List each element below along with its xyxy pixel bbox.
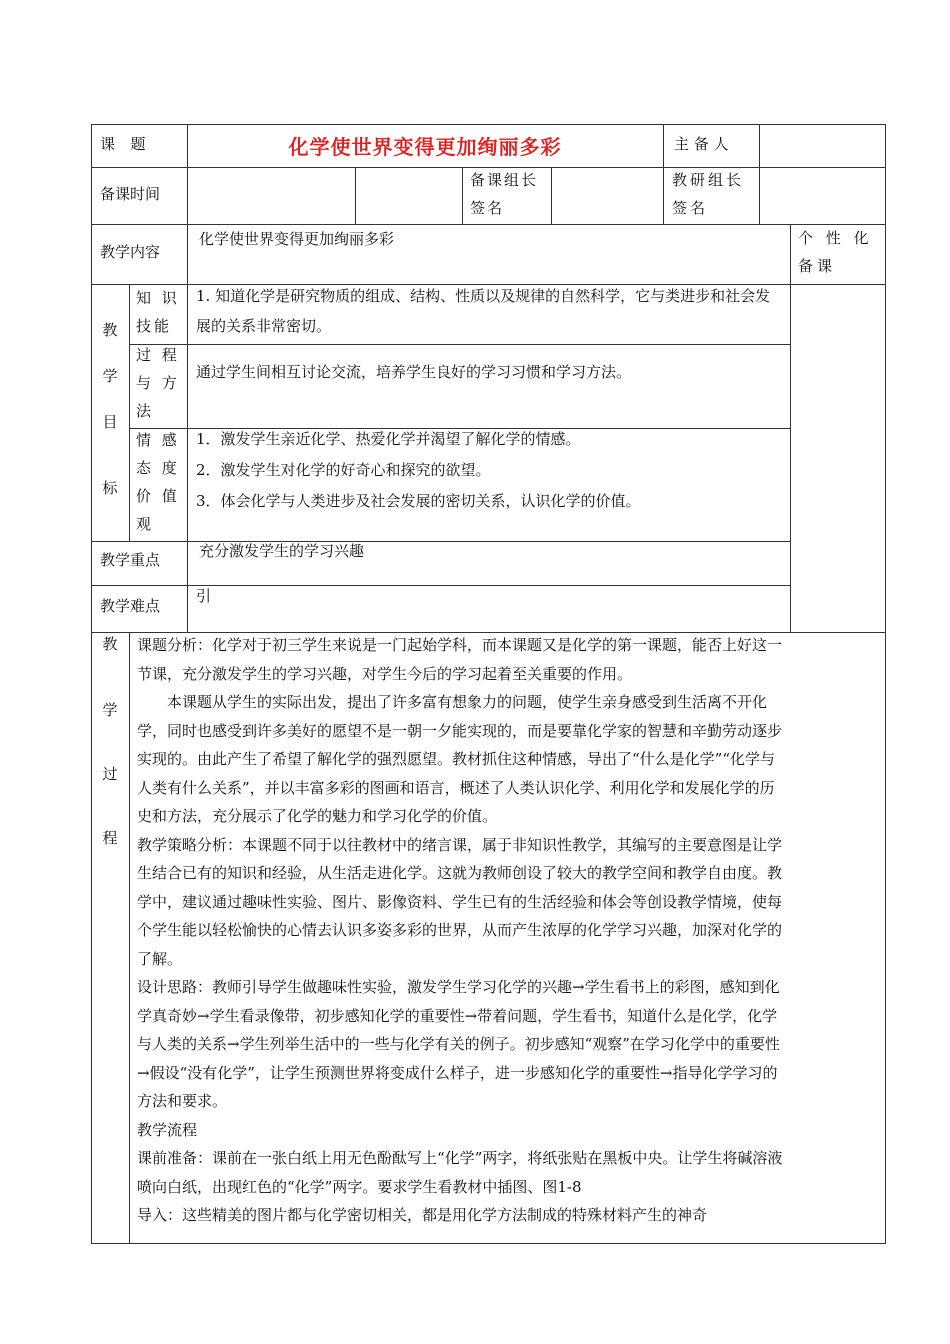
- topic-label: 课 题: [100, 135, 148, 153]
- process-label-char: 过: [102, 765, 118, 783]
- personal-prep-label: 个 性 化 备课: [798, 229, 873, 275]
- process-paragraph: 导入：这些精美的图片都与化学密切相关，都是用化学方法制成的特殊材料产生的神奇: [137, 1206, 708, 1224]
- grid-line: [551, 167, 552, 224]
- emotion-item: 3．体会化学与人类进步及社会发展的密切关系，认识化学的价值。: [196, 492, 641, 510]
- emotion-item: 2．激发学生对化学的好奇心和探究的欲望。: [196, 461, 491, 479]
- difficulty-value: 引: [196, 587, 212, 605]
- process-paragraph: 教学策略分析：本课题不同于以往教材中的绪言课，属于非知识性教学，其编写的主要意图是让学生结合已有的知识和经验，从生活走进化学。这就为教师创设了较大的教学空间和教学自由度。教学中，建议通过趣味性实验、图片、影像资料、学生已有的生活经验和体会等创设教学情境，使每个学生能以轻松愉快的心情去认识多姿多彩的世界，从而产生浓厚的化学学习兴趣，加深对化学的了解。: [137, 835, 783, 968]
- process-method-text: 通过学生间相互讨论交流，培养学生良好的学习习惯和学习方法。: [196, 363, 632, 381]
- knowledge-text: 1. 知道化学是研究物质的组成、结构、性质以及规律的自然科学，它与类进步和社会发展的关系非常密切。: [196, 287, 771, 335]
- process-paragraph: 本课题从学生的实际出发，提出了许多富有想象力的问题，使学生亲身感受到生活离不开化学，同时也感受到许多美好的愿望不是一朝一夕能实现的，而是要靠化学家的智慧和辛勤劳动逐步实现的。由此产生了希望了解化学的强烈愿望。教材抓住这种情感，导出了“什么是化学”“化学与人类有什么关系”，并以丰富多彩的图画和语言，概述了人类认识化学、利用化学和发展化学的历史和方法，充分展示了化学的魅力和学习化学的价值。: [137, 693, 783, 825]
- content-value: 化学使世界变得更加绚丽多彩: [199, 230, 395, 248]
- grid-line: [355, 167, 356, 224]
- topic-title: 化学使世界变得更加绚丽多彩: [288, 135, 562, 159]
- goals-label-char: 目: [102, 413, 118, 431]
- process-paragraph: 教学流程: [137, 1120, 198, 1139]
- difficulty-label: 教学难点: [100, 597, 161, 615]
- goals-label-char: 教: [102, 321, 118, 339]
- content-label: 教学内容: [100, 243, 161, 261]
- process-method-label: 过 程 与 方 法: [136, 346, 180, 420]
- grid-line: [91, 1243, 886, 1244]
- grid-line: [885, 124, 886, 1244]
- process-paragraph: 课题分析：化学对于初三学生来说是一门起始学科，而本课题又是化学的第一课题，能否上好这一节课，充分激发学生的学习兴趣，对学生今后的学习起着至关重要的作用。: [137, 636, 783, 683]
- research-leader-label: 教研组长签名: [672, 171, 745, 217]
- process-label-char: 程: [102, 829, 118, 847]
- goals-label-char: 学: [102, 367, 118, 385]
- process-label-char: 学: [102, 701, 118, 719]
- emotion-item: 1．激发学生亲近化学、热爱化学并渴望了解化学的情感。: [196, 430, 581, 448]
- key-point-label: 教学重点: [100, 551, 161, 569]
- grid-line: [187, 541, 188, 632]
- grid-line: [129, 284, 130, 541]
- emotion-label: 情 感 态 度 价 值 观: [136, 431, 180, 533]
- grid-line: [462, 167, 463, 224]
- group-leader-label: 备课组长签名: [470, 171, 539, 217]
- grid-line: [663, 124, 664, 224]
- grid-line: [129, 632, 130, 1243]
- grid-line: [759, 124, 760, 224]
- prep-time-label: 备课时间: [100, 185, 161, 203]
- grid-line: [187, 284, 188, 541]
- grid-line: [91, 124, 886, 125]
- knowledge-label: 知 识 技能: [136, 289, 180, 335]
- process-paragraph: 设计思路：教师引导学生做趣味性实验，激发学生学习化学的兴趣→学生看书上的彩图，感知到化学真奇妙→学生看录像带，初步感知化学的重要性→带着问题，学生看书，知道什么是化学，化学与人类的关系→学生列举生活中的一些与化学有关的例子。初步感知“观察”在学习化学中的重要性→假设“没有化学”，让学生预测世界将变成什么样子，进一步感知化学的重要性→指导化学学习的方法和要求。: [137, 978, 780, 1110]
- key-point-value: 充分激发学生的学习兴趣: [199, 542, 365, 560]
- goals-label-char: 标: [102, 479, 118, 497]
- process-paragraph: 课前准备：课前在一张白纸上用无色酚酞写上“化学”两字，将纸张贴在黑板中央。让学生将碱溶液喷向白纸，出现红色的“化学”两字。要求学生看教材中插图、图1-8: [137, 1149, 783, 1196]
- grid-line: [129, 344, 790, 345]
- grid-line: [790, 224, 791, 632]
- process-body: [137, 631, 783, 1242]
- process-label-char: 教: [102, 635, 118, 653]
- host-label: 主 备 人: [674, 135, 729, 153]
